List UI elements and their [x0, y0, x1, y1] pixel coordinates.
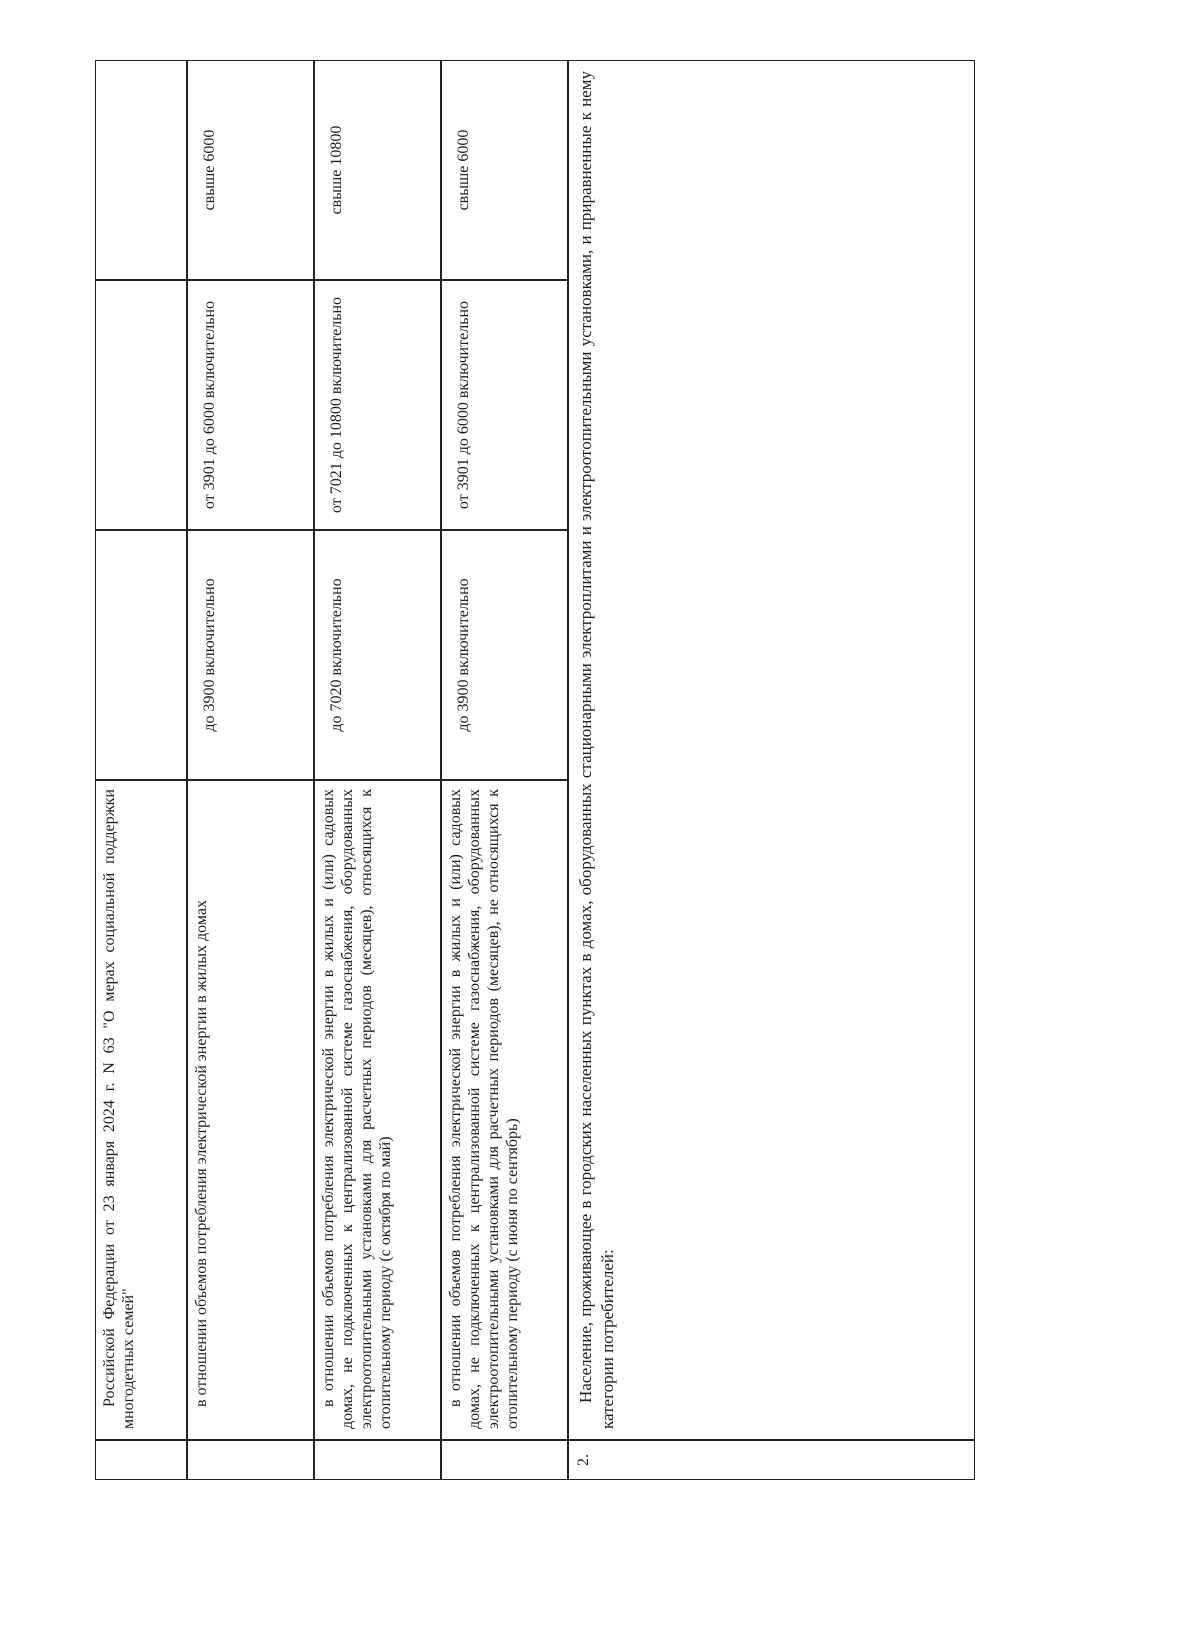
rotated-page [95, 60, 975, 1480]
lower-range-cell: до 7020 включительно [314, 530, 441, 780]
upper-range-cell [95, 60, 187, 280]
row-number-cell [314, 1440, 441, 1480]
middle-range-cell: от 7021 до 10800 включительно [314, 280, 441, 530]
tariff-table [95, 60, 975, 1480]
upper-range-cell: свыше 6000 [441, 60, 568, 280]
row-number-cell [441, 1440, 568, 1480]
middle-range-cell: от 3901 до 6000 включительно [441, 280, 568, 530]
row-description: в отношении объемов потребления электрической энергии в жилых и (или) садовых домах, не подключенных к централизованной системе газоснабжения, оборудованных электроотопительными установками для расчетных периодов (месяцев), не относящихся к отопительному периоду (с июня по сентябрь) [441, 780, 568, 1440]
upper-range-cell: свыше 6000 [187, 60, 314, 280]
lower-range-cell: до 3900 включительно [187, 530, 314, 780]
lower-range-cell [95, 530, 187, 780]
section-2-text [568, 60, 975, 1440]
middle-range-cell: от 3901 до 6000 включительно [187, 280, 314, 530]
row-description: в отношении объемов потребления электрической энергии в жилых и (или) садовых домах, не подключенных к централизованной системе газоснабжения, оборудованных электроотопительными установками для расчетных периодов (месяцев), относящихся к отопительному периоду (с октября по май) [314, 780, 441, 1440]
row-number-cell [187, 1440, 314, 1480]
middle-range-cell [95, 280, 187, 530]
row-number-cell [95, 1440, 187, 1480]
upper-range-cell: свыше 10800 [314, 60, 441, 280]
section-2-paragraph: Население, проживающее в городских населенных пунктах в домах, оборудованных стационарными электроплитами и электроотопительными установками, и приравненные к нему категории потребителей: [576, 71, 617, 1429]
lower-range-cell: до 3900 включительно [441, 530, 568, 780]
row-description: в отношении объемов потребления электрической энергии в жилых домах [187, 780, 314, 1440]
row-description: Российской Федерации от 23 января 2024 г. N 63 "О мерах социальной поддержки многодетных семей" [95, 780, 187, 1440]
section-number: 2. [568, 1440, 975, 1480]
